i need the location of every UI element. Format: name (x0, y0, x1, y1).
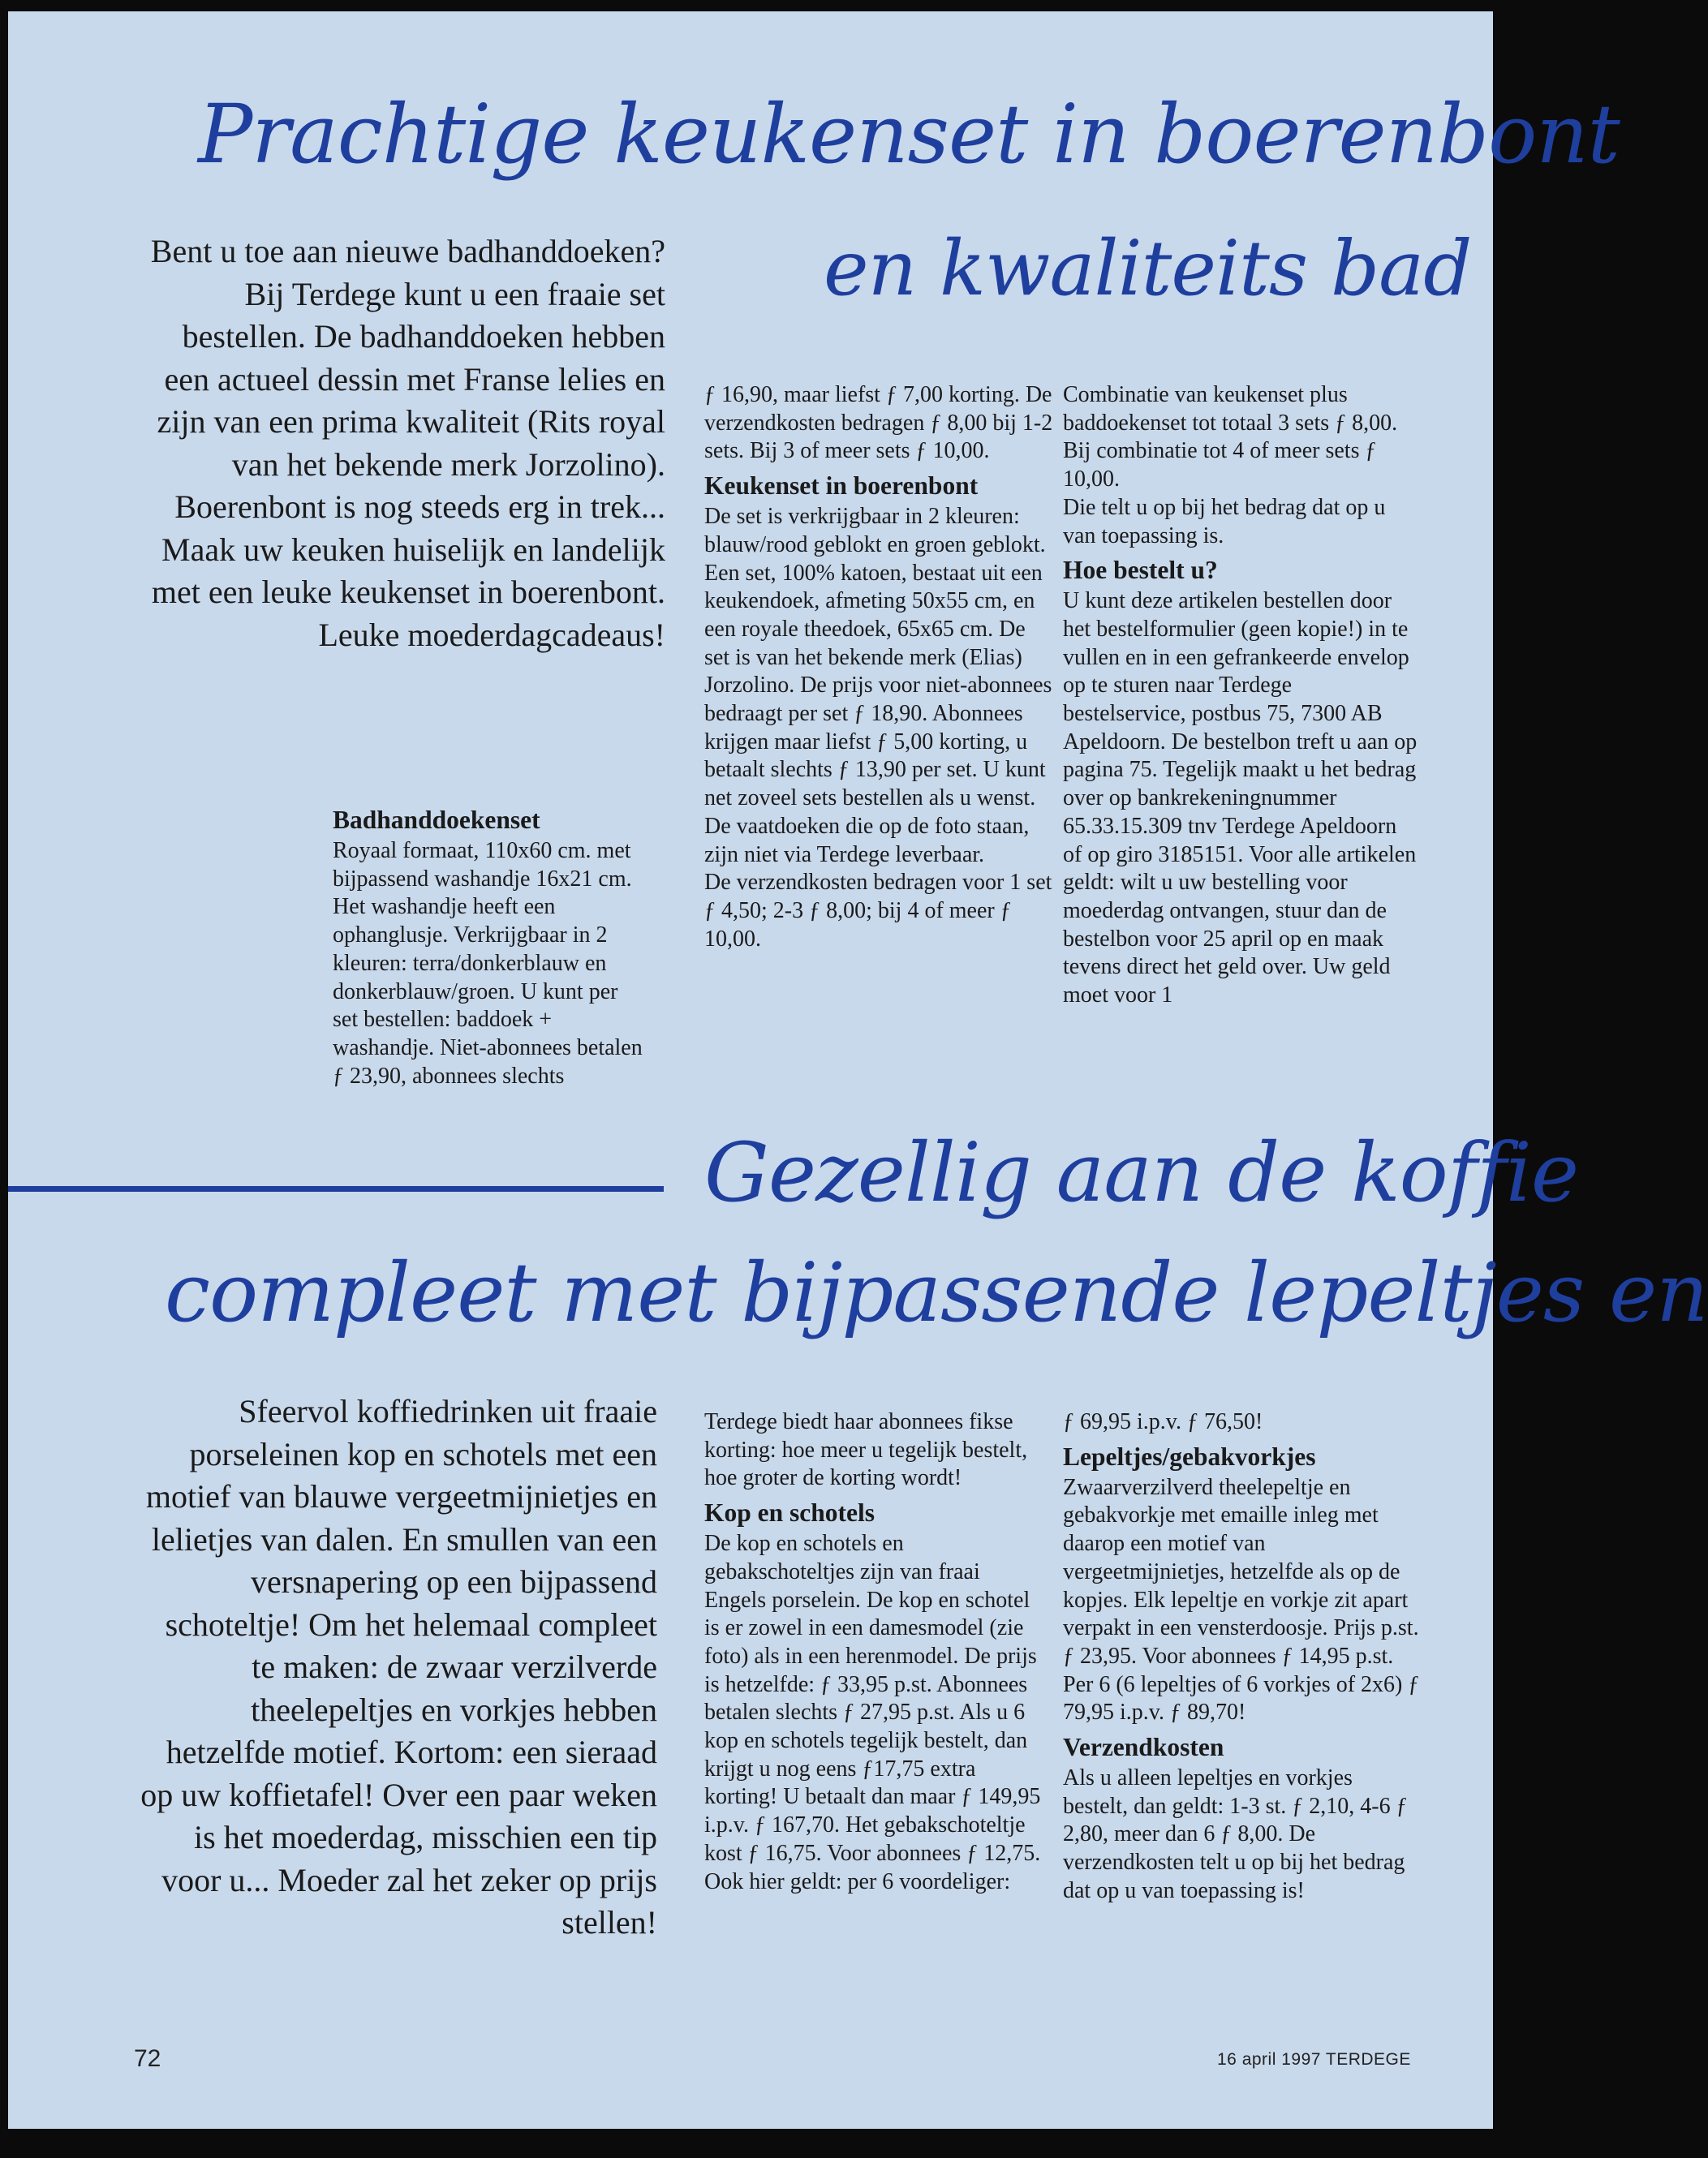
kop-en-schotels-heading: Kop en schotels (704, 1498, 876, 1528)
badhanddoekenset-heading: Badhanddoekenset (333, 806, 540, 834)
article1-intro-text: Bent u toe aan nieuwe badhanddoeken? Bij Terdege kunt u een fraaie set bestellen. De badhanddoeken hebben een actueel dessin met Franse lelies en zijn van een prima kwaliteit (Rits royal van het bekende merk Jorzolino). Boerenbont is nog steeds erg in trek... Maak uw keuken huiselijk en landelijk met een leuke keukenset in boerenbont. Leuke moederdagcadeaus! (150, 233, 665, 653)
article1-col3-lead: Combinatie van keukenset plus baddoekenset tot totaal 3 sets ƒ 8,00. Bij combinatie tot 4 of meer sets ƒ 10,00. (1063, 382, 1398, 492)
verzendkosten-heading: Verzendkosten (1063, 1733, 1224, 1762)
article1-col2-lead: ƒ 16,90, maar liefst ƒ 7,00 korting. De verzendkosten bedragen ƒ 8,00 bij 1-2 sets. Bij 3 of meer sets ƒ 10,00. (704, 382, 1053, 464)
lepeltjes-heading: Lepeltjes/gebakvorkjes (1063, 1442, 1316, 1471)
article2-intro (138, 1391, 657, 1945)
page-number: 72 (134, 2045, 161, 2072)
article2-column-3 (1063, 1408, 1420, 1906)
badhanddoekenset-body: Royaal formaat, 110x60 cm. met bijpassend washandje 16x21 cm. Het washandje heeft een ophanglusje. Verkrijgbaar in 2 kleuren: terra/donkerblauw en donkerblauw/groen. U kunt per set bestellen: baddoek + washandje. Niet-abonnees betalen ƒ 23,90, abonnees slechts (333, 838, 643, 1089)
lepeltjes-body: Zwaarverzilverd theelepeltje en gebakvorkje met emaille inleg met daarop een motief van vergeetmijnietjes, hetzelfde als op de kopjes. Elk lepeltje en vorkje zit apart verpakt in een vensterdoosje. Prijs p.st. ƒ 23,95. Voor abonnees ƒ 14,95 p.st. Per 6 (6 lepeltjes of 6 vorkjes of 2x6) ƒ 79,95 i.p.v. ƒ 89,70! (1063, 1474, 1420, 1726)
article1-column-1 (333, 800, 645, 1090)
keukenset-shipping: De verzendkosten bedragen voor 1 set ƒ 4,50; 2-3 ƒ 8,00; bij 4 of meer ƒ 10,00. (704, 870, 1052, 952)
article2-column-2 (704, 1408, 1045, 1896)
article2-title-line2: compleet met bijpassende lepeltjes en (165, 1245, 1708, 1340)
verzendkosten-body: Als u alleen lepeltjes en vorkjes bestelt, dan geldt: 1-3 st. ƒ 2,10, 4-6 ƒ 2,80, meer dan 6 ƒ 8,00. De verzendkosten telt u op bij het bedrag dat op u van toepassing is! (1063, 1765, 1408, 1903)
article1-column-2 (704, 381, 1053, 953)
article2-col2-lead: Terdege biedt haar abonnees fikse korting: hoe meer u tegelijk bestelt, hoe groter de korting wordt! (704, 1409, 1028, 1491)
hoe-bestelt-heading: Hoe bestelt u? (1063, 556, 1218, 585)
article1-col3-lead2: Die telt u op bij het bedrag dat op u van toepassing is. (1063, 494, 1386, 548)
kop-en-schotels-body: De kop en schotels en gebakschoteltjes zijn van fraai Engels porselein. De kop en schotel is er zowel in een damesmodel (zie foto) als in een herenmodel. De prijs is hetzelfde: ƒ 33,95 p.st. Abonnees betalen slechts ƒ 27,95 p.st. Als u 6 kop en schotels tegelijk bestelt, dan krijgt u nog eens ƒ17,75 extra korting! U betaalt dan maar ƒ 149,95 i.p.v. ƒ 167,70. Het gebakschoteltje kost ƒ 16,75. Voor abonnees ƒ 12,75. Ook hier geldt: per 6 voordeliger: (704, 1531, 1041, 1894)
article1-column-3 (1063, 381, 1420, 1010)
article1-intro (138, 230, 665, 656)
article2-intro-text: Sfeervol koffiedrinken uit fraaie porseleinen kop en schotels met een motief van blauwe vergeetmijnietjes en lelietjes van dalen. En smullen van een versnapering op een bijpassend schoteltje! Om het helemaal compleet te maken: de zwaar verzilverde theelepeltjes en vorkjes hebben hetzelfde motief. Kortom: een sieraad op uw koffietafel! Over een paar weken is het moederdag, misschien een tip voor u... Moeder zal het zeker op prijs stellen! (140, 1393, 657, 1941)
magazine-page (8, 11, 1708, 2129)
article2-col3-lead: ƒ 69,95 i.p.v. ƒ 76,50! (1063, 1409, 1263, 1434)
article2-title-line1: Gezellig aan de koffie (704, 1125, 1579, 1220)
keukenset-heading: Keukenset in boerenbont (704, 471, 979, 501)
section-divider-rule (8, 1186, 664, 1192)
article1-title-line2: en kwaliteits bad (824, 225, 1472, 313)
issue-line: 16 april 1997 TERDEGE (1217, 2050, 1411, 2069)
keukenset-body: De set is verkrijgbaar in 2 kleuren: blauw/rood geblokt en groen geblokt. Een set, 100% katoen, bestaat uit een keukendoek, afmeting 50x55 cm, en een royale theedoek, 65x65 cm. De set is van het bekende merk (Elias) Jorzolino. De prijs voor niet-abonnees bedraagt per set ƒ 18,90. Abonnees krijgen maar liefst ƒ 5,00 korting, u betaalt slechts ƒ 13,90 per set. U kunt net zoveel sets bestellen als u wenst. De vaatdoeken die op de foto staan, zijn niet via Terdege leverbaar. (704, 504, 1052, 867)
article1-title-line1: Prachtige keukenset in boerenbont (198, 87, 1620, 182)
hoe-bestelt-body: U kunt deze artikelen bestellen door het bestelformulier (geen kopie!) in te vullen en in een gefrankeerde envelop op te sturen naar Terdege bestelservice, postbus 75, 7300 AB Apeldoorn. De bestelbon treft u aan op pagina 75. Tegelijk maakt u het bedrag over op bankrekeningnummer 65.33.15.309 tnv Terdege Apeldoorn of op giro 3185151. Voor alle artikelen geldt: wilt u uw bestelling voor moederdag ontvangen, stuur dan de bestelbon voor 25 april op en maak tevens direct het geld over. Uw geld moet voor 1 (1063, 588, 1418, 1008)
